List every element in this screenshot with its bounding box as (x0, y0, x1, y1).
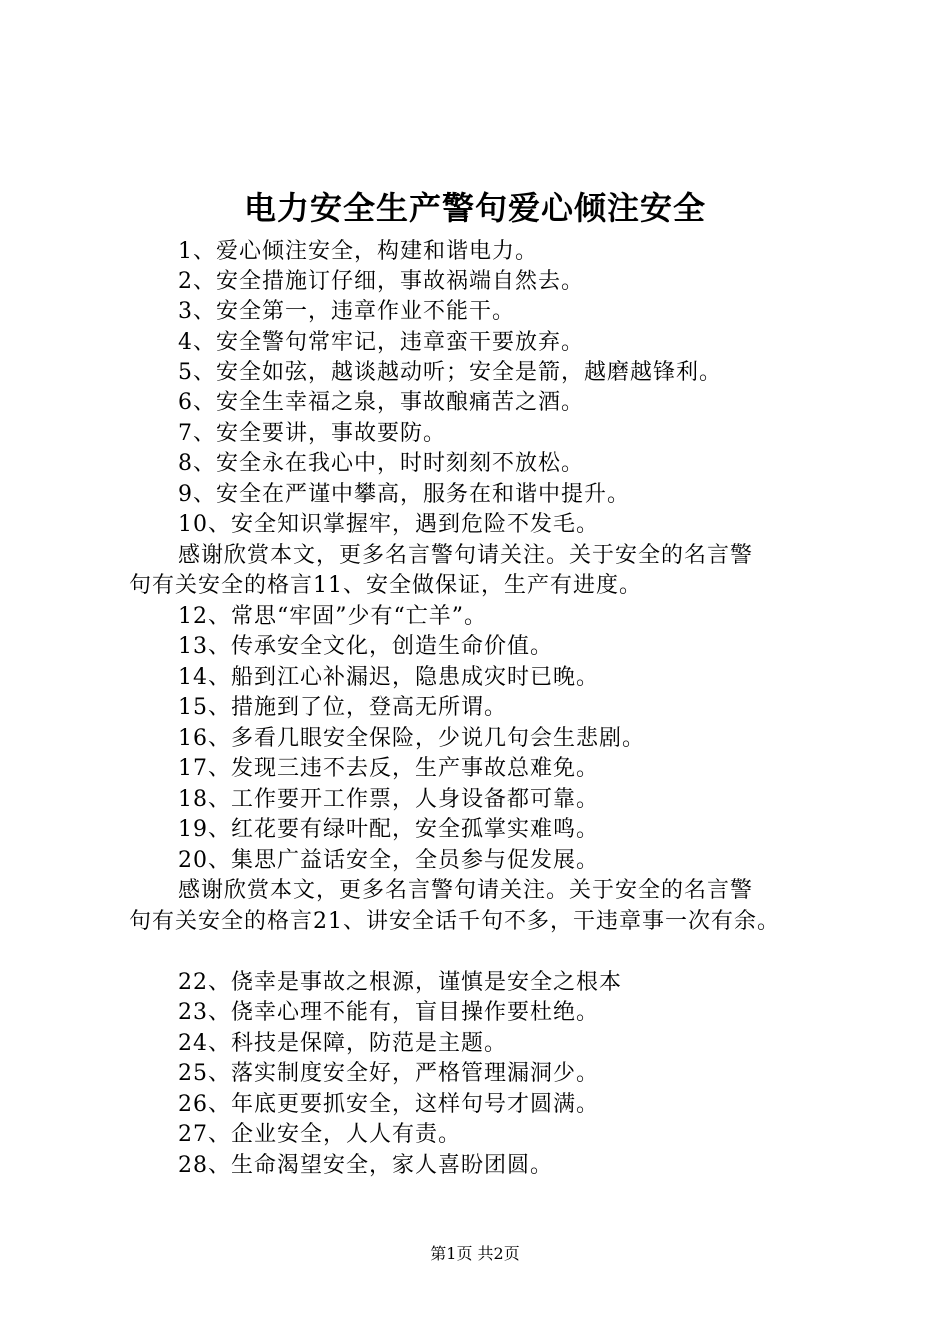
slogan-line-9: 9、安全在严谨中攀高，服务在和谐中提升。 (178, 482, 630, 507)
slogan-line-15: 15、措施到了位，登高无所谓。 (178, 695, 507, 720)
thanks-paragraph-2-cont: 句有关安全的格言21、讲安全话千句不多，干违章事一次有余。 (129, 909, 780, 934)
slogan-line-19: 19、红花要有绿叶配，安全孤掌实难鸣。 (178, 817, 599, 842)
slogan-line-20: 20、集思广益话安全，全员参与促发展。 (178, 848, 599, 873)
document-title: 电力安全生产警句爱心倾注安全 (243, 189, 706, 227)
slogan-line-7: 7、安全要讲，事故要防。 (178, 421, 446, 446)
thanks-paragraph-1-cont: 句有关安全的格言11、安全做保证，生产有进度。 (129, 573, 642, 598)
slogan-line-12: 12、常思“牢固”少有“亡羊”。 (178, 604, 487, 629)
slogan-line-17: 17、发现三违不去反，生产事故总难免。 (178, 756, 599, 781)
slogan-line-6: 6、安全生幸福之泉，事故酿痛苦之酒。 (178, 390, 584, 415)
slogan-line-28: 28、生命渴望安全，家人喜盼团圆。 (178, 1153, 553, 1178)
thanks-paragraph-1: 感谢欣赏本文，更多名言警句请关注。关于安全的名言警 (178, 543, 754, 568)
slogan-line-16: 16、多看几眼安全保险，少说几句会生悲剧。 (178, 726, 645, 751)
slogan-line-14: 14、船到江心补漏迟，隐患成灾时已晚。 (178, 665, 599, 690)
slogan-line-24: 24、科技是保障，防范是主题。 (178, 1031, 507, 1056)
slogan-line-10: 10、安全知识掌握牢，遇到危险不发毛。 (178, 512, 599, 537)
slogan-line-22: 22、侥幸是事故之根源，谨慎是安全之根本 (178, 970, 622, 995)
page-number-footer: 第1页 共2页 (430, 1244, 520, 1263)
slogan-line-1: 1、爱心倾注安全，构建和谐电力。 (178, 239, 538, 264)
slogan-line-18: 18、工作要开工作票，人身设备都可靠。 (178, 787, 599, 812)
slogan-line-5: 5、安全如弦，越谈越动听；安全是箭，越磨越锋利。 (178, 360, 722, 385)
slogan-line-3: 3、安全第一，违章作业不能干。 (178, 299, 515, 324)
slogan-line-26: 26、年底更要抓安全，这样句号才圆满。 (178, 1092, 599, 1117)
slogan-line-4: 4、安全警句常牢记，违章蛮干要放弃。 (178, 330, 584, 355)
slogan-line-25: 25、落实制度安全好，严格管理漏洞少。 (178, 1061, 599, 1086)
slogan-line-27: 27、企业安全，人人有责。 (178, 1122, 461, 1147)
slogan-line-2: 2、安全措施订仔细，事故祸端自然去。 (178, 269, 584, 294)
slogan-line-23: 23、侥幸心理不能有，盲目操作要杜绝。 (178, 1000, 599, 1025)
slogan-line-13: 13、传承安全文化，创造生命价值。 (178, 634, 553, 659)
thanks-paragraph-2: 感谢欣赏本文，更多名言警句请关注。关于安全的名言警 (178, 878, 754, 903)
slogan-line-8: 8、安全永在我心中，时时刻刻不放松。 (178, 451, 584, 476)
